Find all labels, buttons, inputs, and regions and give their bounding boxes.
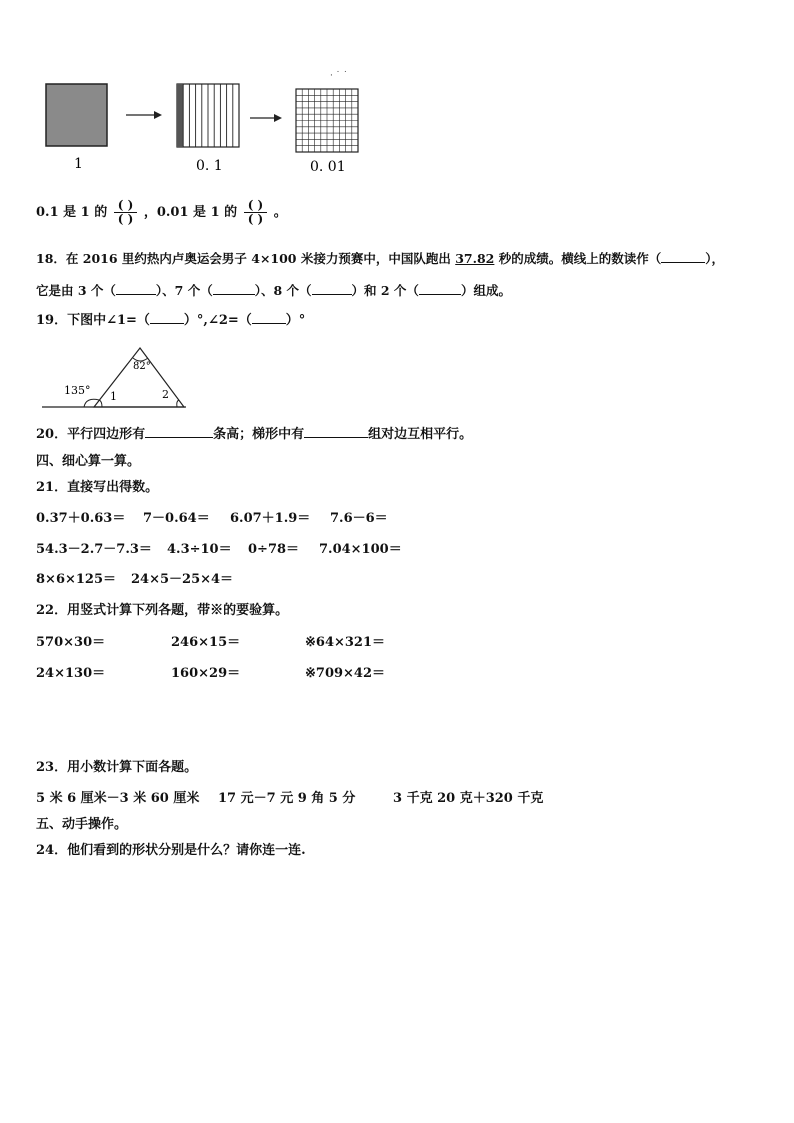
q18-blank-1[interactable] xyxy=(116,294,156,295)
angle-top-label: 82° xyxy=(133,361,151,372)
q22-title: 22．用竖式计算下列各题，带※的要验算。 xyxy=(36,603,289,618)
section-4-heading: 四、细心算一算。 xyxy=(36,454,141,469)
fraction-blank-1[interactable] xyxy=(114,199,138,226)
q19-blank-angle2[interactable] xyxy=(252,323,286,324)
q21-item: 0÷78＝ xyxy=(248,542,300,557)
q23-item: 17 元－7 元 9 角 5 分 xyxy=(218,791,356,806)
q20-text: 条高；梯形中有 xyxy=(213,427,305,442)
q18-text: ）组成。 xyxy=(460,283,511,298)
decimal-squares-figure xyxy=(38,70,378,180)
angle-ext-label: 135° xyxy=(64,384,91,397)
corner-mark: · ˙ ˙ xyxy=(330,71,348,81)
arrow-icon xyxy=(250,114,282,122)
q23-title: 23．用小数计算下面各题。 xyxy=(36,760,198,775)
q24-title: 24．他们看到的形状分别是什么？请你连一连. xyxy=(36,843,306,858)
angle-2-label: 2 xyxy=(162,388,169,401)
q21-item: 7－0.64＝ xyxy=(143,511,210,526)
label-one: 1 xyxy=(74,156,83,172)
q21-item: 7.04×100＝ xyxy=(319,542,402,557)
q21-item: 24×5－25×4＝ xyxy=(131,572,234,587)
q18-blank-4[interactable] xyxy=(419,294,461,295)
triangle xyxy=(94,348,184,407)
fraction-numerator: ( ) xyxy=(244,199,268,213)
fraction-text-3: 。 xyxy=(273,205,287,220)
q19-text: ）° xyxy=(285,313,306,328)
q19-text: ）°,∠2=（ xyxy=(183,313,252,328)
q23-item: 3 千克 20 克＋320 千克 xyxy=(393,791,544,806)
q22-item: ※64×321＝ xyxy=(305,635,386,650)
q22-item: 570×30＝ xyxy=(36,635,106,650)
q19-text: 19．下图中∠1=（ xyxy=(36,313,150,328)
q18-text: 它是由 3 个（ xyxy=(36,283,116,298)
fraction-question xyxy=(36,196,287,230)
q20-text: 20．平行四边形有 xyxy=(36,427,146,442)
q18-text: 18．在 2016 里约热内卢奥运会男子 4×100 米接力预赛中，中国队跑出 xyxy=(36,251,451,266)
q21-item: 54.3－2.7－7.3＝ xyxy=(36,542,152,557)
q18-text: ）、8 个（ xyxy=(254,283,312,298)
q20-question xyxy=(36,427,472,443)
angle-arc-1 xyxy=(99,400,102,407)
q23-item: 5 米 6 厘米－3 米 60 厘米 xyxy=(36,791,200,806)
q19-question xyxy=(36,313,305,329)
label-hundredth: 0. 01 xyxy=(310,159,346,175)
q21-item: 8×6×125＝ xyxy=(36,572,117,587)
q21-item: 6.07＋1.9＝ xyxy=(230,511,311,526)
q18-text: ）和 2 个（ xyxy=(351,283,419,298)
tenths-square xyxy=(177,84,239,147)
fraction-text-2: ，0.01 是 1 的 xyxy=(143,205,238,220)
q20-blank-1[interactable] xyxy=(145,437,213,438)
q21-title: 21．直接写出得数。 xyxy=(36,480,159,495)
fraction-denominator: ( ) xyxy=(117,212,134,226)
q18-line2 xyxy=(36,283,511,299)
q18-underlined-number: 37.82 xyxy=(455,251,495,266)
q18-text: ）、7 个（ xyxy=(155,283,213,298)
arrow-icon xyxy=(126,111,162,119)
q19-blank-angle1[interactable] xyxy=(150,323,184,324)
q18-line1 xyxy=(36,251,724,267)
q22-item: 160×29＝ xyxy=(171,666,241,681)
q20-blank-2[interactable] xyxy=(304,437,368,438)
q21-item: 4.3÷10＝ xyxy=(167,542,232,557)
q18-text: 秒的成绩。横线上的数读作（ xyxy=(498,251,662,266)
angle-1-label: 1 xyxy=(110,390,117,403)
q20-text: 组对边互相平行。 xyxy=(368,427,473,442)
q21-item: 7.6－6＝ xyxy=(330,511,388,526)
q22-item: ※709×42＝ xyxy=(305,666,386,681)
q22-item: 24×130＝ xyxy=(36,666,106,681)
q18-blank-3[interactable] xyxy=(312,294,352,295)
hundredths-grid xyxy=(296,89,358,152)
fraction-denominator: ( ) xyxy=(247,212,264,226)
label-tenth: 0. 1 xyxy=(196,158,223,174)
whole-square xyxy=(46,84,107,146)
q18-blank-2[interactable] xyxy=(213,294,255,295)
q18-text: ）， xyxy=(705,251,725,266)
q18-blank-reading[interactable] xyxy=(661,262,705,263)
fraction-numerator: ( ) xyxy=(114,199,138,213)
section-5-heading: 五、动手操作。 xyxy=(36,817,128,832)
fraction-text-1: 0.1 是 1 的 xyxy=(36,205,108,220)
q21-item: 0.37＋0.63＝ xyxy=(36,511,126,526)
q22-item: 246×15＝ xyxy=(171,635,241,650)
fraction-blank-2[interactable] xyxy=(244,199,268,226)
triangle-figure xyxy=(40,340,200,412)
angle-arc-2 xyxy=(177,400,179,407)
